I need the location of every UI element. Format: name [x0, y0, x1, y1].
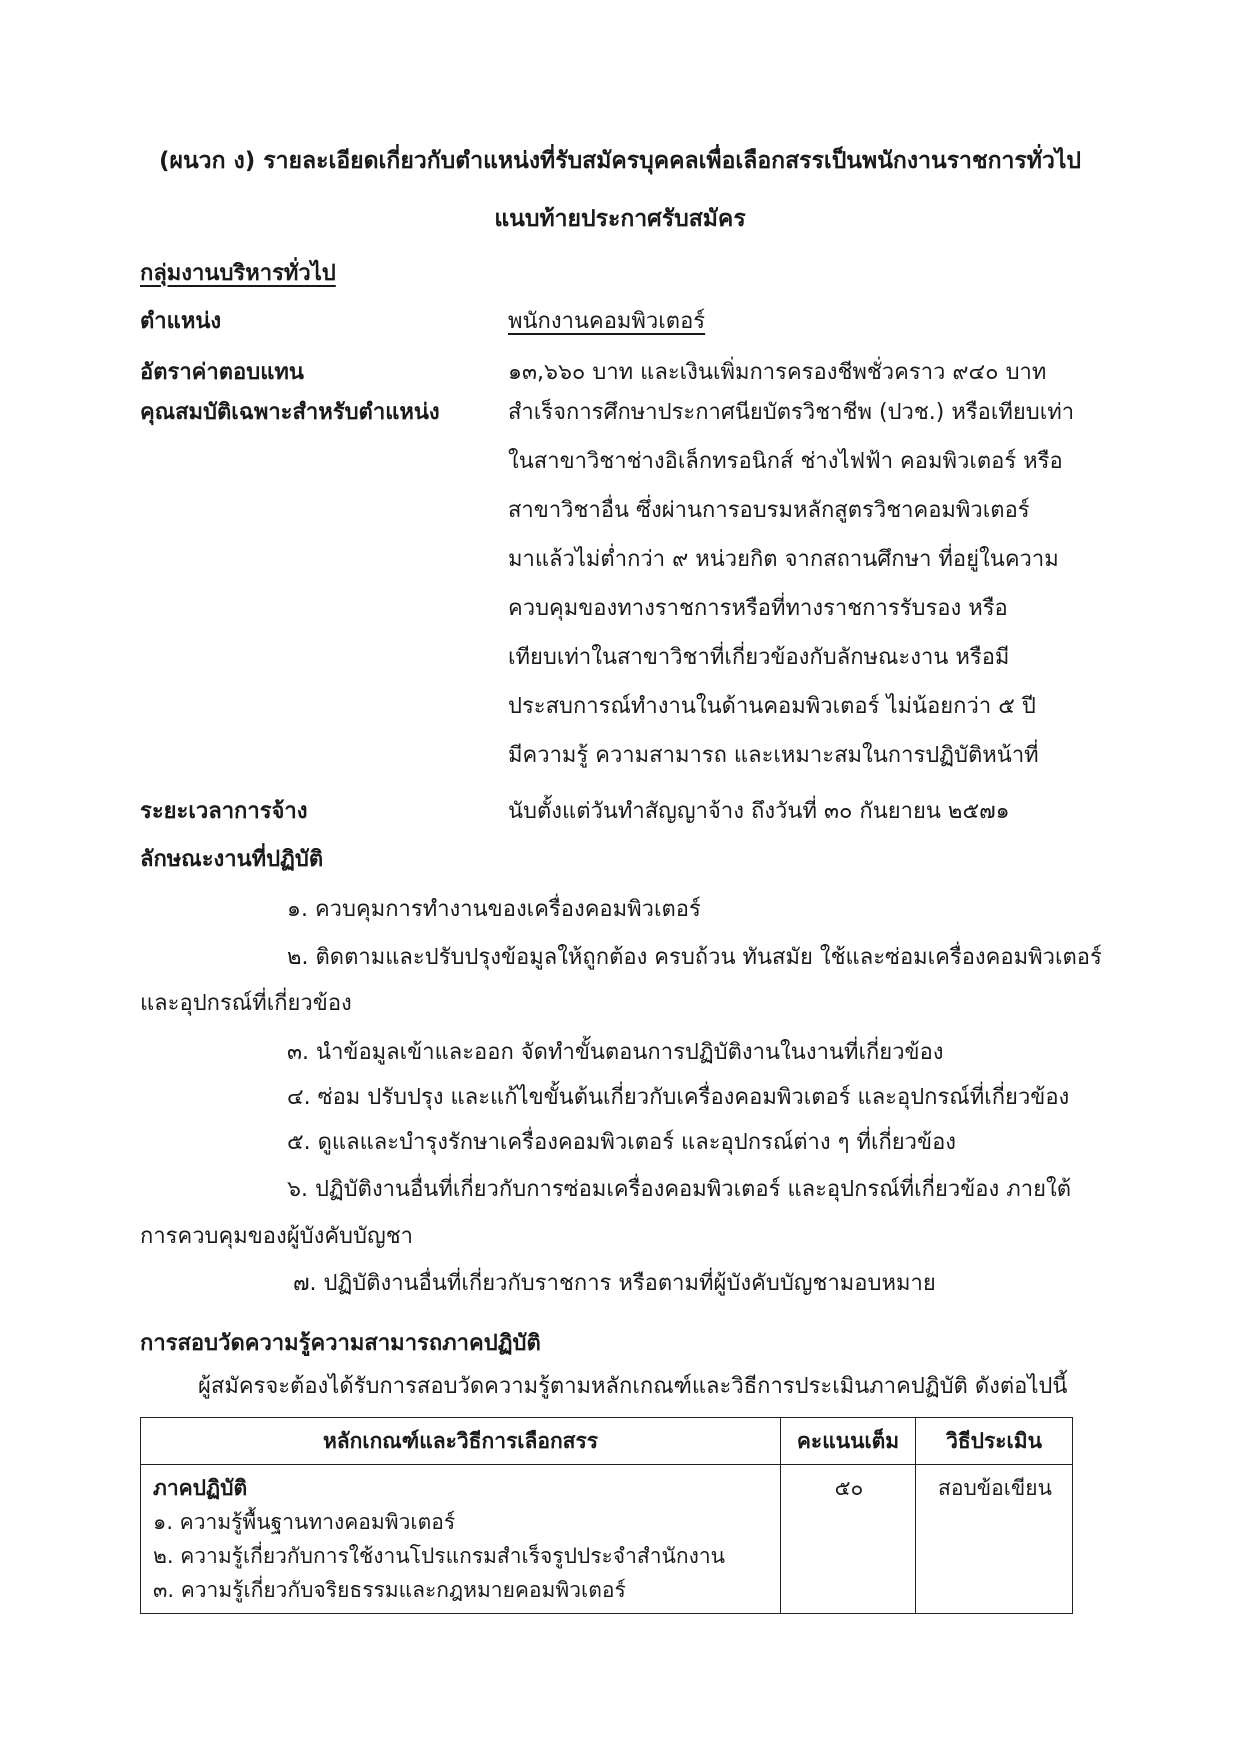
header-method: วิธีประเมิน: [916, 1418, 1073, 1465]
criteria-item: ๒. ความรู้เกี่ยวกับการใช้งานโปรแกรมสำเร็จรูปประจำสำนักงาน: [153, 1544, 725, 1568]
pay-label: อัตราค่าตอบแทน: [140, 360, 304, 385]
period-label: ระยะเวลาการจ้าง: [140, 799, 308, 824]
table-header-row: [141, 1418, 1073, 1465]
duty-item: ๕. ดูแลและบำรุงรักษาเครื่องคอมพิวเตอร์ และอุปกรณ์ต่าง ๆ ที่เกี่ยวข้อง: [287, 1130, 957, 1155]
qualification-line: เทียบเท่าในสาขาวิชาที่เกี่ยวข้องกับลักษณะงาน หรือมี: [508, 645, 1010, 670]
title-line-2: แนบท้ายประกาศรับสมัคร: [494, 206, 746, 232]
criteria-cell: [141, 1465, 781, 1614]
criteria-section-title: ภาคปฏิบัติ: [153, 1476, 248, 1500]
criteria-item: ๓. ความรู้เกี่ยวกับจริยธรรมและกฎหมายคอมพิวเตอร์: [153, 1578, 626, 1602]
criteria-table: [140, 1417, 1073, 1614]
qualification-label: คุณสมบัติเฉพาะสำหรับตำแหน่ง: [140, 400, 440, 425]
duty-item: ๖. ปฏิบัติงานอื่นที่เกี่ยวกับการซ่อมเครื่องคอมพิวเตอร์ และอุปกรณ์ที่เกี่ยวข้อง ภายใต้: [287, 1177, 1072, 1202]
duty-item-continuation: การควบคุมของผู้บังคับบัญชา: [140, 1224, 414, 1249]
qualification-line: ควบคุมของทางราชการหรือที่ทางราชการรับรอง หรือ: [508, 596, 1008, 621]
duty-item-continuation: และอุปกรณ์ที่เกี่ยวข้อง: [140, 991, 352, 1016]
criteria-item: ๑. ความรู้พื้นฐานทางคอมพิวเตอร์: [153, 1510, 456, 1534]
header-criteria: หลักเกณฑ์และวิธีการเลือกสรร: [141, 1418, 781, 1465]
duty-item: ๔. ซ่อม ปรับปรุง และแก้ไขขั้นต้นเกี่ยวกับเครื่องคอมพิวเตอร์ และอุปกรณ์ที่เกี่ยวข้อง: [287, 1085, 1070, 1110]
qualification-line: มีความรู้ ความสามารถ และเหมาะสมในการปฏิบัติหน้าที่: [508, 743, 1039, 768]
qualification-line: สำเร็จการศึกษาประกาศนียบัตรวิชาชีพ (ปวช.) หรือเทียบเท่า: [508, 400, 1075, 425]
position-label: ตำแหน่ง: [140, 309, 222, 334]
position-value: พนักงานคอมพิวเตอร์: [508, 309, 706, 334]
period-value: นับตั้งแต่วันทำสัญญาจ้าง ถึงวันที่ ๓๐ กันยายน ๒๕๗๑: [508, 799, 1010, 824]
score-cell: ๕๐: [781, 1465, 916, 1614]
exam-heading: การสอบวัดความรู้ความสามารถภาคปฏิบัติ: [140, 1331, 541, 1356]
duties-heading: ลักษณะงานที่ปฏิบัติ: [140, 847, 324, 872]
duty-item: ๑. ควบคุมการทำงานของเครื่องคอมพิวเตอร์: [287, 897, 701, 922]
duty-item: ๗. ปฏิบัติงานอื่นที่เกี่ยวกับราชการ หรือตามที่ผู้บังคับบัญชามอบหมาย: [293, 1271, 936, 1296]
title-line-1: (ผนวก ง) รายละเอียดเกี่ยวกับตำแหน่งที่รับสมัครบุคคลเพื่อเลือกสรรเป็นพนักงานราชการทั่วไป: [158, 148, 1082, 174]
table-row: [141, 1465, 1073, 1614]
duty-item: ๓. นำข้อมูลเข้าและออก จัดทำขั้นตอนการปฏิบัติงานในงานที่เกี่ยวข้อง: [287, 1040, 944, 1065]
method-cell: สอบข้อเขียน: [916, 1465, 1073, 1614]
header-full-score: คะแนนเต็ม: [781, 1418, 916, 1465]
qualification-line: ประสบการณ์ทำงานในด้านคอมพิวเตอร์ ไม่น้อยกว่า ๕ ปี: [508, 694, 1036, 719]
qualification-line: มาแล้วไม่ต่ำกว่า ๙ หน่วยกิต จากสถานศึกษา ที่อยู่ในความ: [508, 547, 1059, 572]
qualification-line: สาขาวิชาอื่น ซึ่งผ่านการอบรมหลักสูตรวิชาคอมพิวเตอร์: [508, 498, 1030, 523]
pay-value: ๑๓,๖๖๐ บาท และเงินเพิ่มการครองชีพชั่วคราว ๙๔๐ บาท: [508, 360, 1047, 385]
qualification-line: ในสาขาวิชาช่างอิเล็กทรอนิกส์ ช่างไฟฟ้า คอมพิวเตอร์ หรือ: [508, 449, 1063, 474]
duty-item: ๒. ติดตามและปรับปรุงข้อมูลให้ถูกต้อง ครบถ้วน ทันสมัย ใช้และซ่อมเครื่องคอมพิวเตอร์: [287, 945, 1102, 970]
group-heading: กลุ่มงานบริหารทั่วไป: [140, 261, 336, 286]
exam-intro: ผู้สมัครจะต้องได้รับการสอบวัดความรู้ตามหลักเกณฑ์และวิธีการประเมินภาคปฏิบัติ ดังต่อไปนี้: [198, 1374, 1068, 1399]
